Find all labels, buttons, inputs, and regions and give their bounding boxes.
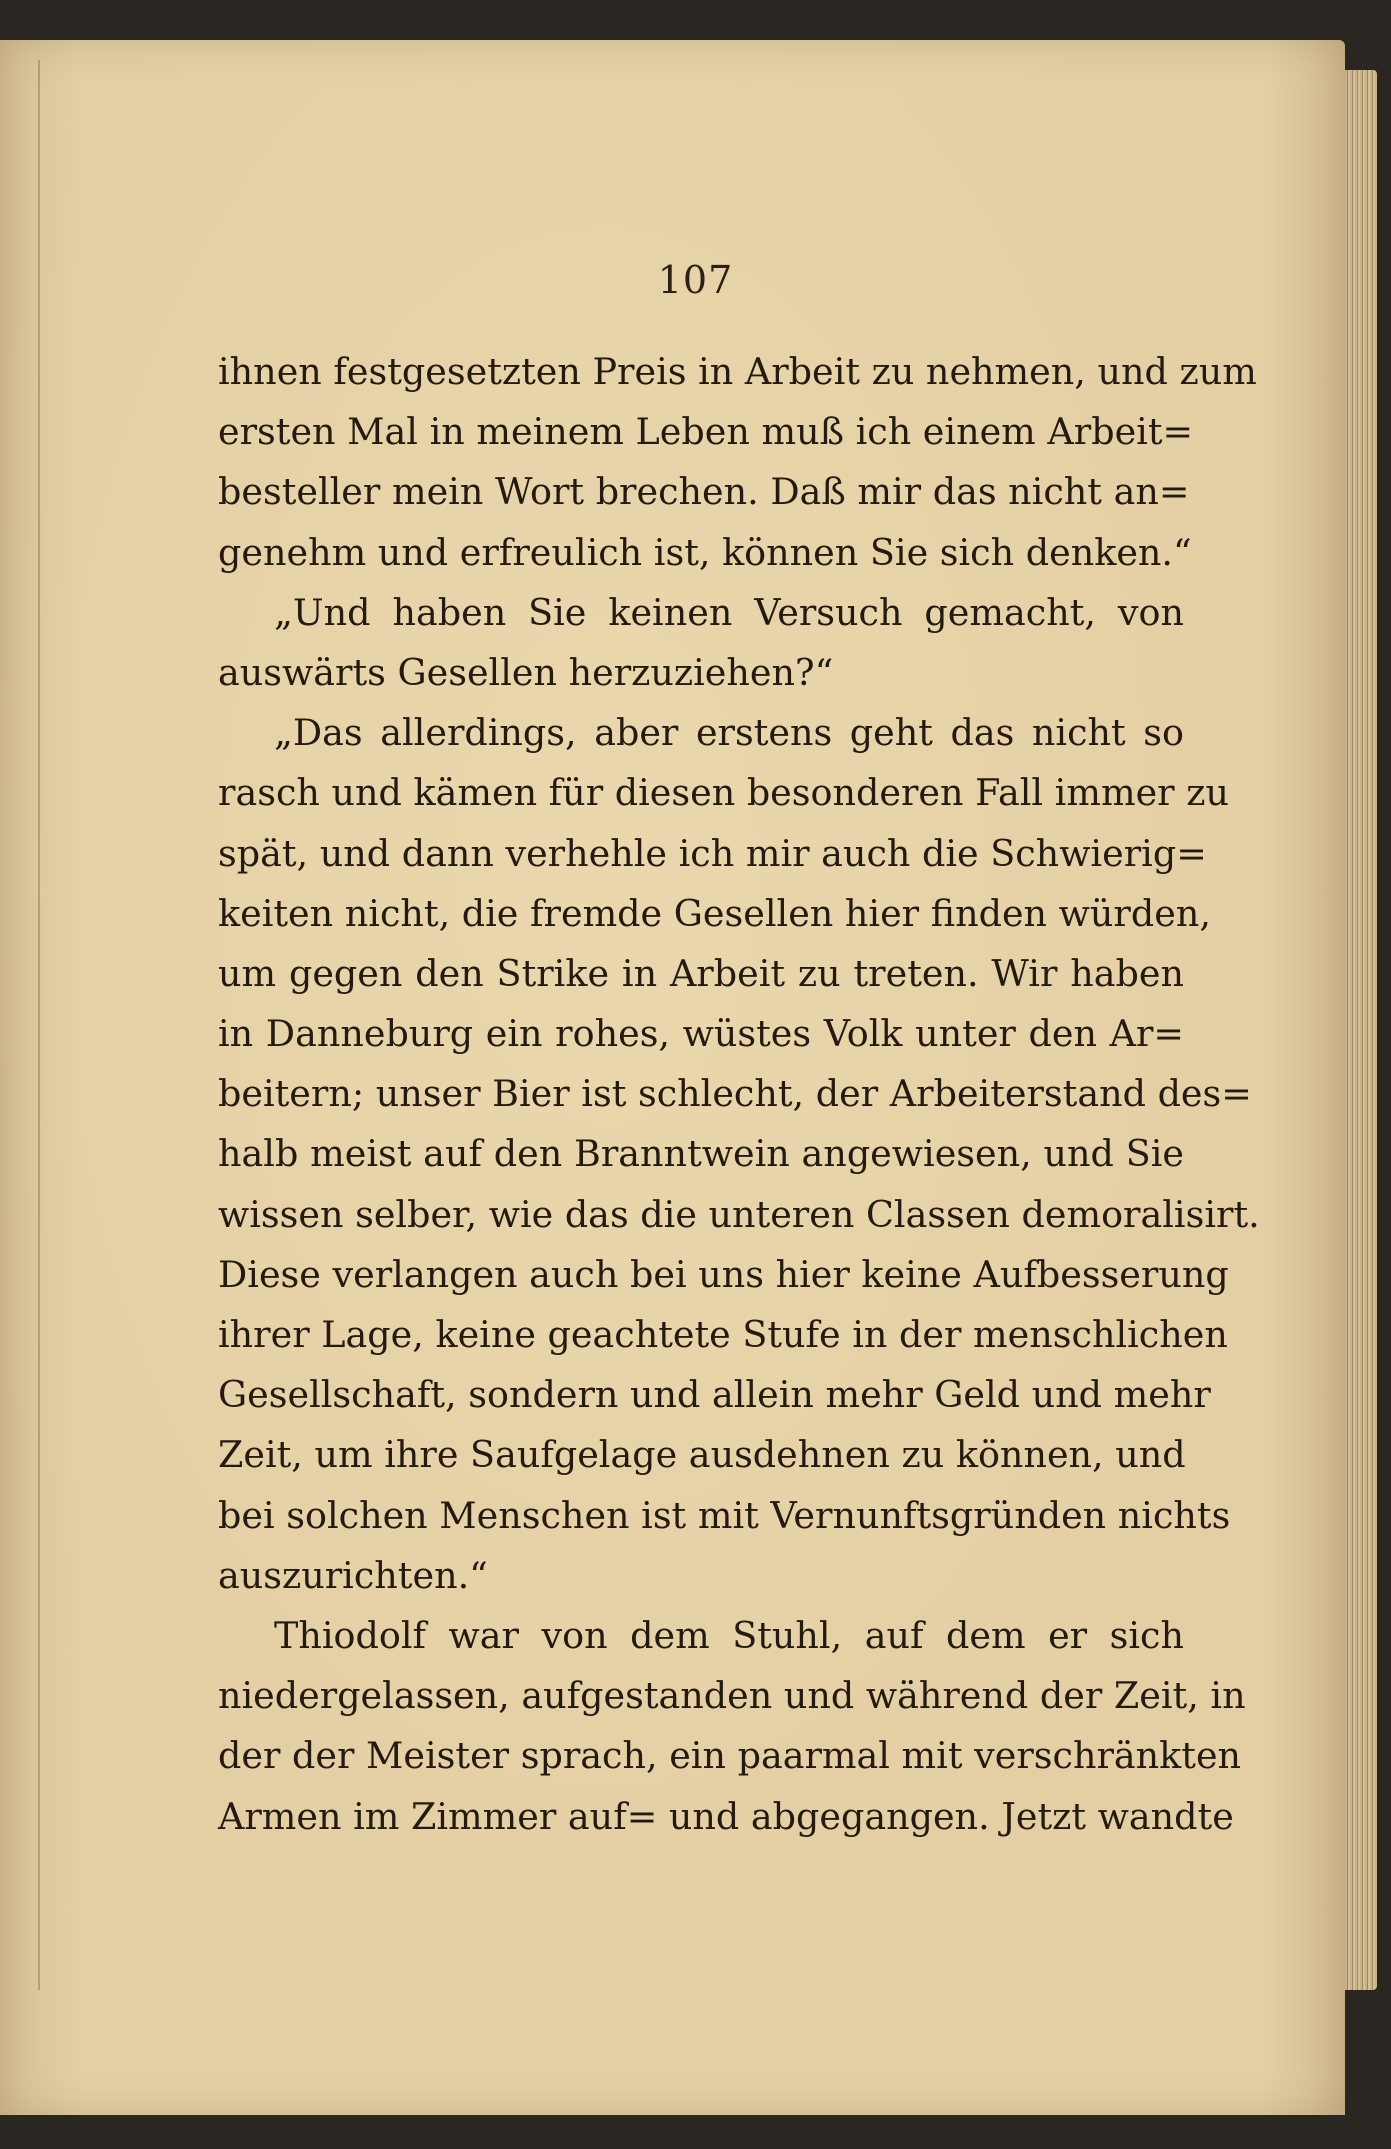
text-line: Gesellschaft, sondern und allein mehr Geld und mehr [218, 1373, 1211, 1417]
text-line: spät, und dann verhehle ich mir auch die Schwierig= [218, 831, 1207, 875]
text-line: niedergelassen, aufgestanden und während der Zeit, in [218, 1674, 1246, 1718]
text-line: in Danneburg ein rohes, wüstes Volk unter den Ar= [218, 1012, 1184, 1056]
text-line: rasch und kämen für diesen besonderen Fall immer zu [218, 771, 1229, 815]
binding-shadow [38, 60, 40, 1990]
text-line: beitern; unser Bier ist schlecht, der Arbeiterstand des= [218, 1072, 1252, 1116]
text-line: um gegen den Strike in Arbeit zu treten. Wir haben [218, 951, 1184, 995]
text-line: wissen selber, wie das die unteren Classen demoralisirt. [218, 1192, 1260, 1236]
body-text [218, 342, 1260, 1847]
text-line: auszurichten.“ [218, 1553, 488, 1597]
text-line: keiten nicht, die fremde Gesellen hier finden würden, [218, 891, 1211, 935]
text-line: genehm und erfreulich ist, können Sie sich denken.“ [218, 530, 1192, 574]
text-line: Diese verlangen auch bei uns hier keine Aufbesserung [218, 1252, 1229, 1296]
text-line: auswärts Gesellen herzuziehen?“ [218, 650, 834, 694]
text-line: besteller mein Wort brechen. Daß mir das nicht an= [218, 470, 1190, 514]
text-line: Thiodolf war von dem Stuhl, auf dem er sich [274, 1613, 1184, 1657]
text-line: halb meist auf den Branntwein angewiesen, und Sie [218, 1132, 1184, 1176]
text-line: ersten Mal in meinem Leben muß ich einem Arbeit= [218, 410, 1194, 454]
text-line: ihrer Lage, keine geachtete Stufe in der menschlichen [218, 1313, 1228, 1356]
text-line: der der Meister sprach, ein paarmal mit verschränkten [218, 1734, 1242, 1778]
text-line: bei solchen Menschen ist mit Vernunftsgründen nichts [218, 1493, 1231, 1537]
text-line: Armen im Zimmer auf= und abgegangen. Jetzt wandte [218, 1794, 1234, 1838]
text-line: „Und haben Sie keinen Versuch gemacht, von [274, 590, 1184, 634]
text-line: „Das allerdings, aber erstens geht das nicht so [274, 711, 1184, 755]
text-line: ihnen festgesetzten Preis in Arbeit zu nehmen, und zum [218, 350, 1257, 393]
page-number: 107 [657, 258, 734, 302]
text-line: Zeit, um ihre Saufgelage ausdehnen zu können, und [218, 1433, 1186, 1477]
